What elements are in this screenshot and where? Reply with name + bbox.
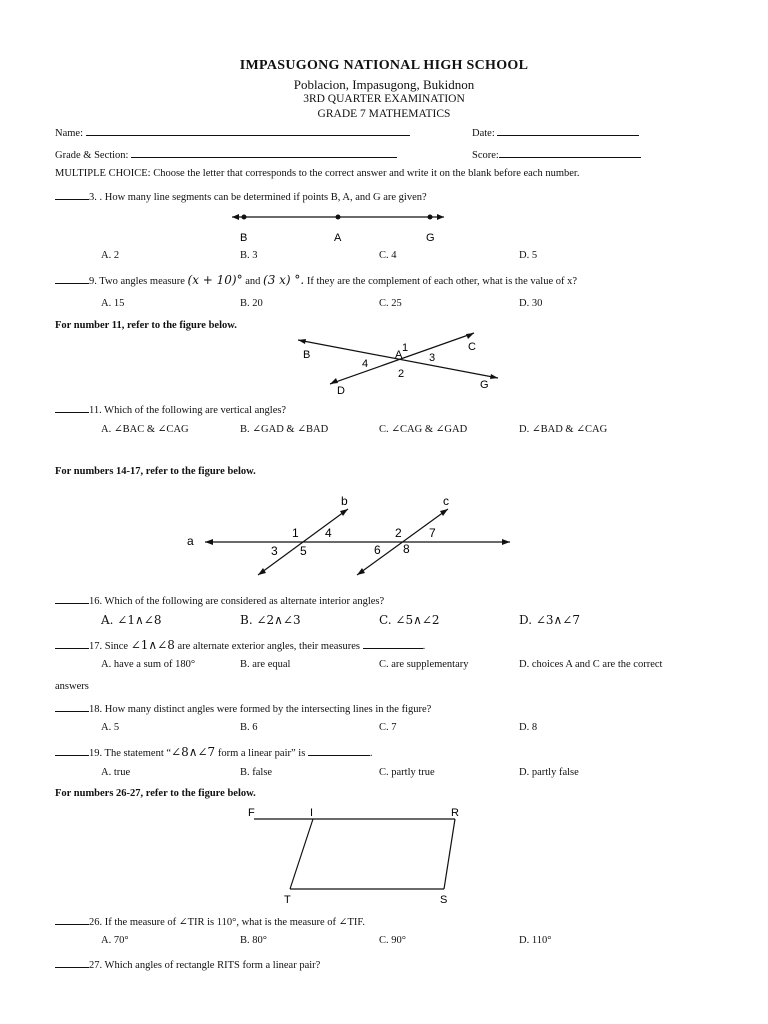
question-9-text-b: and (245, 276, 261, 287)
question-19: 19. The statement “∠8∧∠7 form a linear pair” is . (55, 745, 373, 759)
question-19-text-a: 19. The statement “ (89, 748, 172, 759)
label-c: C (468, 341, 476, 353)
arrow-a-right-icon (502, 539, 510, 545)
label-i: I (310, 807, 314, 819)
label-angle-7: 7 (429, 526, 436, 540)
question-26 (55, 914, 365, 928)
school-name: IMPASUGONG NATIONAL HIGH SCHOOL (239, 58, 529, 73)
label-angle-8: 8 (403, 542, 410, 556)
label-a: A (334, 232, 342, 244)
q11-choice-c[interactable]: C. ∠CAG & ∠GAD (379, 424, 468, 435)
label-line-b: b (341, 494, 348, 508)
question-26-text: 26. If the measure of ∠TIR is 110°, what is the measure of ∠TIF. (89, 917, 365, 928)
point-a (336, 215, 341, 220)
label-g: G (426, 232, 435, 244)
q3-line-figure (0, 205, 768, 245)
q3-choice-c[interactable]: C. 4 (379, 250, 397, 261)
point-b (242, 215, 247, 220)
q16-choice-a[interactable]: A. ∠1∧∠8 (101, 613, 162, 627)
q19-fill-blank[interactable] (308, 745, 370, 756)
label-line-c: c (443, 494, 449, 508)
q19-choice-d[interactable]: D. partly false (519, 767, 579, 778)
q9-expr-2: (3 x) °. (263, 273, 305, 287)
answer-blank[interactable] (55, 402, 89, 413)
side-it (290, 819, 313, 889)
date-line (497, 125, 639, 136)
answer-blank[interactable] (55, 957, 89, 968)
label-b: B (240, 232, 248, 244)
q17-fill-blank[interactable] (363, 638, 423, 649)
arrow-b-up-icon (340, 509, 348, 516)
q18-choice-a[interactable]: A. 5 (101, 722, 120, 733)
date-field[interactable] (472, 125, 639, 139)
question-27 (55, 957, 320, 971)
q3-choice-d[interactable]: D. 5 (519, 250, 538, 261)
figure-14-heading: For numbers 14-17, refer to the figure below. (55, 466, 256, 477)
name-line (86, 125, 410, 136)
name-label: Name: (55, 128, 83, 139)
label-g: G (480, 379, 489, 391)
label-angle-2: 2 (398, 368, 405, 380)
label-angle-5: 5 (300, 544, 307, 558)
q16-choice-d[interactable]: D. ∠3∧∠7 (519, 613, 580, 627)
label-angle-1: 1 (292, 526, 299, 540)
answer-blank[interactable] (55, 701, 89, 712)
label-angle-3: 3 (271, 544, 278, 558)
q3-choice-b[interactable]: B. 3 (240, 250, 258, 261)
q19-choice-c[interactable]: C. partly true (379, 767, 435, 778)
q16-choice-b[interactable]: B. ∠2∧∠3 (240, 613, 301, 627)
label-a: A (395, 349, 403, 361)
question-11 (55, 402, 286, 416)
answer-blank[interactable] (55, 189, 89, 200)
grade-section-line (131, 147, 397, 158)
q19-choice-b[interactable]: B. false (240, 767, 273, 778)
question-18 (55, 701, 431, 715)
q26-choice-b[interactable]: B. 80° (240, 935, 267, 946)
q16-choice-c[interactable]: C. ∠5∧∠2 (379, 613, 440, 627)
arrow-left-icon (232, 214, 239, 220)
figure-26-27 (0, 803, 768, 905)
q17-choice-b[interactable]: B. are equal (240, 659, 291, 670)
arrow-c-up-icon (440, 509, 448, 516)
arrow-c-down-icon (357, 568, 365, 575)
score-line (499, 147, 641, 158)
label-s: S (440, 894, 448, 905)
arrow-d-icon (330, 378, 338, 384)
grade-section-field[interactable] (55, 147, 397, 161)
arrow-a-left-icon (205, 539, 213, 545)
label-angle-6: 6 (374, 543, 381, 557)
label-angle-1: 1 (402, 342, 409, 354)
q9-choice-d[interactable]: D. 30 (519, 298, 543, 309)
instructions: MULTIPLE CHOICE: Choose the letter that corresponds to the correct answer and write it on the blank before each number. (55, 168, 580, 179)
question-11-text: 11. Which of the following are vertical angles? (89, 405, 287, 416)
question-17-text-a: 17. Since (89, 641, 129, 652)
score-label: Score: (472, 150, 499, 161)
label-angle-4: 4 (362, 358, 369, 370)
label-angle-4: 4 (325, 526, 332, 540)
arrow-c-icon (466, 333, 474, 339)
answer-blank[interactable] (55, 638, 89, 649)
question-18-text: 18. How many distinct angles were formed by the intersecting lines in the figure? (89, 704, 432, 715)
q19-expr: ∠8∧∠7 (171, 745, 216, 759)
question-3 (55, 189, 427, 203)
q19-choice-a[interactable]: A. true (101, 767, 131, 778)
arrow-right-icon (437, 214, 444, 220)
label-d: D (337, 385, 345, 397)
label-b: B (303, 349, 311, 361)
q9-choice-b[interactable]: B. 20 (240, 298, 263, 309)
question-3-text: 3. . How many line segments can be determined if points B, A, and G are given? (89, 192, 427, 203)
figure-14-17 (0, 490, 768, 582)
q17-choice-d[interactable]: D. choices A and C are the correct (519, 659, 663, 670)
question-16-text: 16. Which of the following are considered as alternate interior angles? (89, 596, 385, 607)
q18-choice-c[interactable]: C. 7 (379, 722, 397, 733)
question-19-text-b: form a linear pair” is (217, 748, 306, 759)
arrow-b-down-icon (258, 568, 266, 575)
exam-title: 3RD QUARTER EXAMINATION (303, 93, 465, 105)
q3-choice-a[interactable]: A. 2 (101, 250, 120, 261)
score-field[interactable] (472, 147, 641, 161)
label-t: T (284, 894, 291, 905)
school-address: Poblacion, Impasugong, Bukidnon (293, 77, 475, 92)
answer-blank[interactable] (55, 745, 89, 756)
q18-choice-d[interactable]: D. 8 (519, 722, 538, 733)
question-16 (55, 593, 384, 607)
answer-blank[interactable] (55, 593, 89, 604)
question-17-text-b: are alternate exterior angles, their measures (177, 641, 360, 652)
q26-choice-d[interactable]: D. 110° (519, 935, 552, 946)
q9-expr-1: (x + 10)° (187, 273, 243, 287)
date-label: Date: (472, 128, 495, 139)
q18-choice-b[interactable]: B. 6 (240, 722, 258, 733)
q17-expr: ∠1∧∠8 (130, 638, 175, 652)
grade-section-label: Grade & Section: (55, 150, 129, 161)
label-angle-2: 2 (395, 526, 402, 540)
q11-choice-d[interactable]: D. ∠BAD & ∠CAG (519, 424, 608, 435)
answer-blank[interactable] (55, 273, 89, 284)
q9-choice-c[interactable]: C. 25 (379, 298, 402, 309)
label-r: R (451, 807, 459, 819)
q26-choice-a[interactable]: A. 70° (101, 935, 129, 946)
figure-11-heading: For number 11, refer to the figure below. (55, 320, 237, 331)
q17-choice-c[interactable]: C. are supplementary (379, 659, 469, 670)
label-line-a: a (187, 534, 194, 548)
figure-11 (0, 328, 768, 400)
q11-choice-b[interactable]: B. ∠GAD & ∠BAD (240, 424, 329, 435)
question-9 (55, 273, 577, 287)
point-g (428, 215, 433, 220)
label-angle-3: 3 (429, 352, 436, 364)
figure-26-heading: For numbers 26-27, refer to the figure below. (55, 788, 256, 799)
label-f: F (248, 807, 255, 819)
question-9-text-c: If they are the complement of each other, what is the value of x? (306, 276, 578, 287)
question-27-text: 27. Which angles of rectangle RITS form a linear pair? (89, 960, 321, 971)
grade-title: GRADE 7 MATHEMATICS (317, 108, 451, 120)
answer-blank[interactable] (55, 914, 89, 925)
question-17: 17. Since ∠1∧∠8 are alternate exterior angles, their measures . (55, 638, 425, 652)
q9-choice-a[interactable]: A. 15 (101, 298, 125, 309)
q26-choice-c[interactable]: C. 90° (379, 935, 406, 946)
q11-choice-a[interactable]: A. ∠BAC & ∠CAG (101, 424, 189, 435)
q17-choice-d-wrap: answers (55, 681, 89, 692)
q17-choice-a[interactable]: A. have a sum of 180° (101, 659, 196, 670)
side-rs (444, 819, 455, 889)
question-9-text-a: 9. Two angles measure (89, 276, 185, 287)
name-field[interactable] (55, 125, 410, 139)
